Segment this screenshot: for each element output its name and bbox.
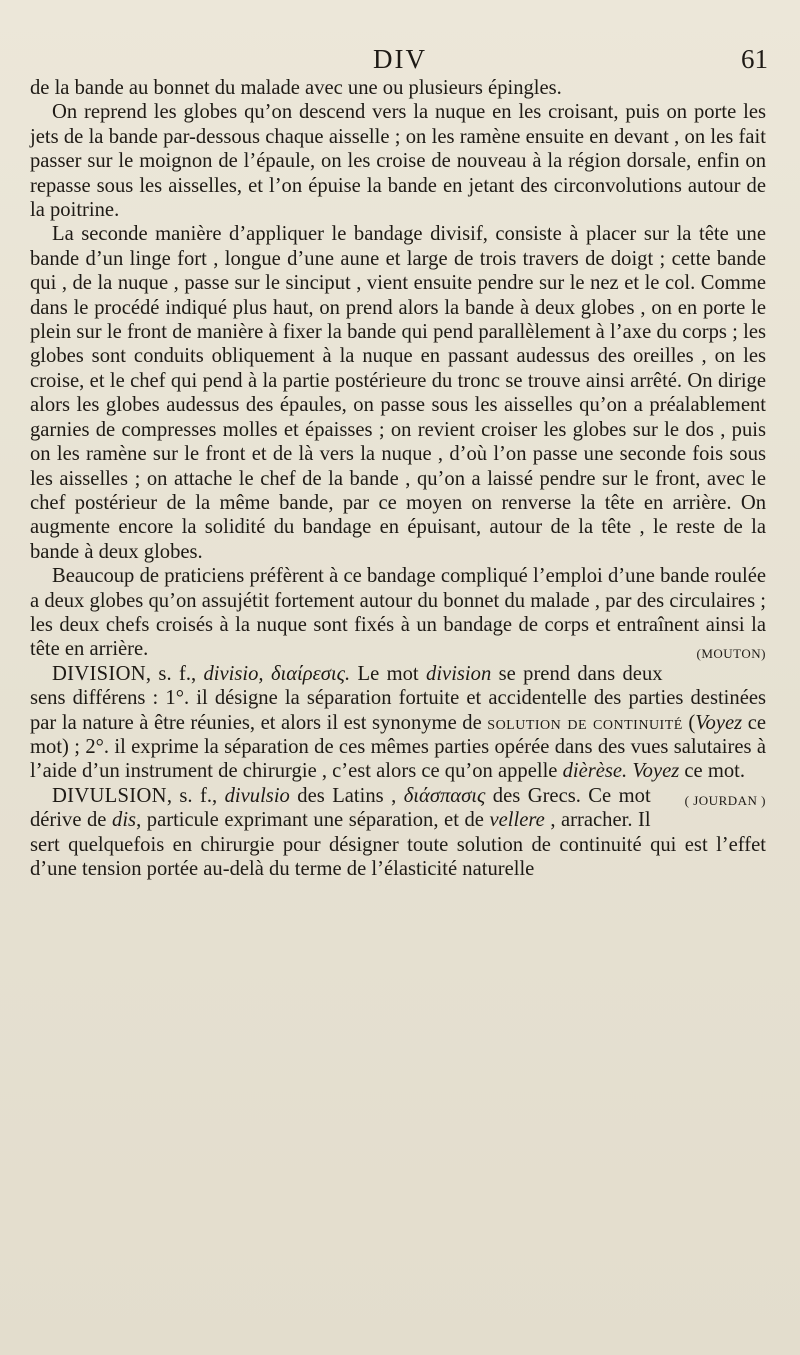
voyez-reference: Voyez: [695, 711, 743, 734]
greek-term: διάσπασις: [403, 784, 486, 807]
entry-text: se prend dans deux sens différens : 1°. il désigne la séparation fortuite et accidentelle des parties destinées par la nature à être réunies, et alors il est synonyme de: [30, 662, 766, 734]
paragraph: On reprend les globes qu’on descend vers la nuque en les croisant, puis on porte les jets de la bande par-dessous chaque aisselle ; on les ramène ensuite en devant , on les fait passer sur le moignon de l’épaule, on les croise de nouveau à la région dorsale, enfin on repasse sous les aisselles, et l’on épuise la bande en jetant des circonvolutions autour de la poitrine.: [30, 101, 766, 222]
dictionary-entry-divulsion: [30, 784, 766, 882]
entry-headword: DIVULSION: [52, 784, 167, 807]
author-signature: ( JOURDAN ): [684, 792, 766, 808]
grammar-note: , s. f.,: [145, 662, 197, 685]
paragraph-text: Beaucoup de praticiens préfèrent à ce bandage compliqué l’emploi d’une bande roulée a deux globes qu’on assujétit fortement autour du bonnet du malade , par des circulaires ; les deux chefs croisés à la nuque sont fixés à un bandage de corps et entraînent ainsi la tête en arrière.: [30, 565, 766, 661]
page-number: 61: [741, 44, 768, 74]
cross-reference: solution de continuité: [487, 711, 683, 734]
greek-term: διαίρεσις.: [270, 662, 351, 685]
italic-term: dièrèse.: [562, 760, 628, 783]
entry-text: (: [688, 711, 696, 734]
grammar-note: , s. f.,: [166, 784, 218, 807]
entry-text: Le mot: [357, 662, 419, 685]
paragraph: de la bande au bonnet du malade avec une ou plusieurs épingles.: [30, 77, 562, 99]
latin-term: divisio,: [203, 662, 264, 685]
italic-term: dis: [112, 809, 137, 832]
italic-term: vellere: [489, 809, 545, 832]
body-text: [30, 76, 766, 881]
entry-text: des Latins ,: [297, 784, 397, 807]
running-head-title: DIV: [373, 44, 427, 74]
author-signature: (MOUTON): [696, 646, 766, 662]
entry-text: , particule exprimant une séparation, et de: [136, 809, 484, 832]
entry-text: , arracher. Il sert quelquefois en chirurgie pour désigner toute solution de continuité qui est l’effet d’une tension portée au-delà du terme de l’élasticité naturelle: [30, 809, 766, 880]
italic-term: division: [426, 662, 492, 685]
latin-term: divulsio: [224, 784, 290, 807]
paragraph: La seconde manière d’appliquer le bandage divisif, consiste à placer sur la tête une bande d’un linge fort , longue d’une aune et large de trois travers de doigt ; cette bande qui , de la nuque , passe sur le sinciput , vient ensuite pendre sur le nez et le col. Comme dans le procédé indiqué plus haut, on prend alors la bande à deux globes , on en porte le plein sur le front de manière à fixer la bande qui pend parallèlement à l’axe du corps ; les globes sont conduits obliquement à la nuque en passant audessus des oreilles , on les croise, et le chef qui pend à la partie postérieure du tronc se trouve ainsi arrêté. On dirige alors les globes audessus des épaules, on passe sous les aisselles qu’on a préalablement garnies de compresses molles et épaisses ; on revient croiser les globes sur le dos , puis on les ramène sur le front et de là vers la nuque , d’où l’on passe une seconde fois sous les aisselles ; on attache le chef de la bande , qu’on a laissé pendre sur le front, avec le chef postérieur de la même bande, par ce moyen on renverse la tête en arrière. On augmente encore la solidité du bandage en épuisant, autour de la tête , le reste de la bande à deux globes.: [30, 223, 766, 563]
voyez-reference: Voyez: [632, 760, 680, 783]
paragraph: [30, 564, 766, 662]
entry-text: ce mot) ; 2°. il exprime la séparation de ces mêmes parties opérée dans des vues salutaires à l’aide d’un instrument de chirurgie , c’est alors ce qu’on appelle: [30, 711, 766, 783]
running-head: [30, 42, 770, 76]
entry-headword: DIVISION: [52, 662, 146, 685]
entry-text: ce mot.: [684, 760, 746, 783]
entry-text: des Grecs. Ce mot dérive de: [30, 784, 651, 832]
